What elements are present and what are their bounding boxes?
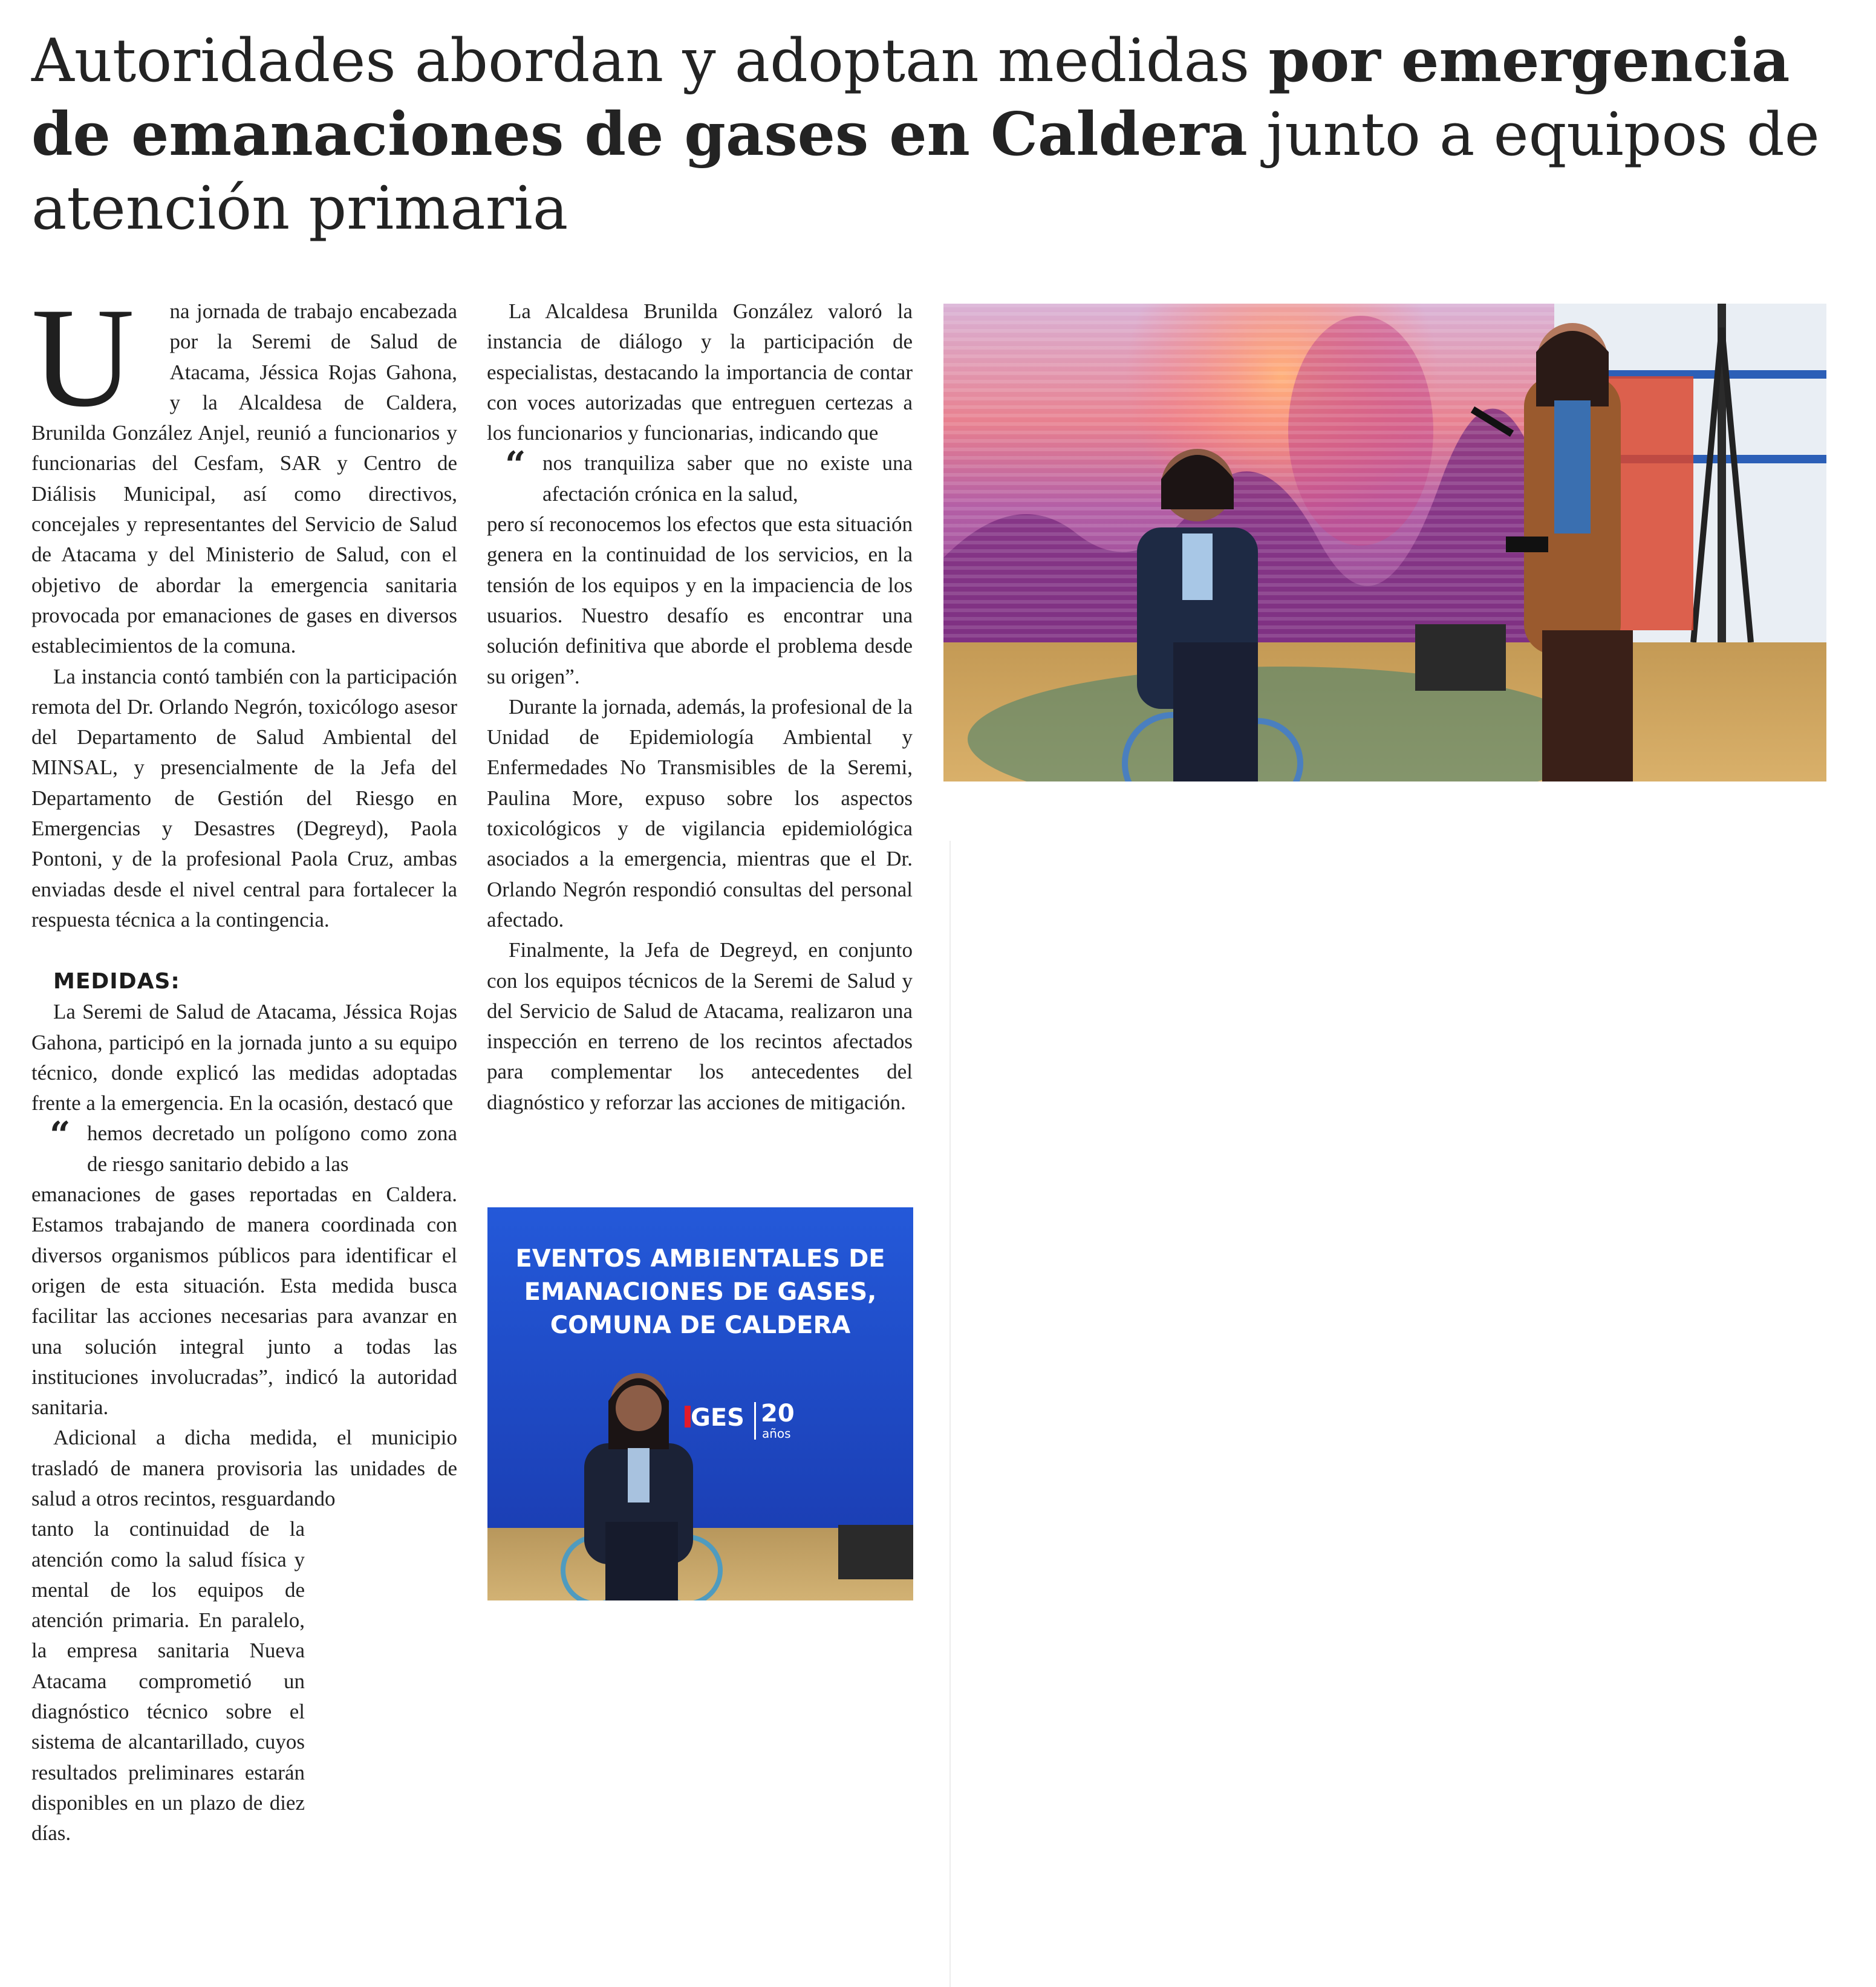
quote-seremi: [31, 1114, 457, 1423]
quote-mark-icon: “: [50, 1114, 71, 1157]
photo-stage-illustration: [943, 304, 1826, 781]
paragraph-municipio-continued: tanto la continuidad de la atención como la salud física y mental de los equipos de atención primaria. En paralelo, la empresa sanitaria Nueva Atacama comprometió un diagnóstico técnico sobre el sistema de alcantarillado, cuyos resultados preliminares estarán disponibles en un plazo de diez días.: [31, 1517, 305, 1845]
ges-logo-years: 20: [761, 1400, 795, 1427]
quote-seremi-first: hemos decretado un polígono como zona de riesgo sanitario debido a las: [87, 1121, 457, 1176]
ges-logo-text: GES: [691, 1404, 744, 1432]
article-column-1: [31, 279, 457, 1849]
ges-logo-icon: [685, 1406, 691, 1427]
drop-cap: U: [31, 279, 135, 437]
column-divider: [949, 841, 951, 1987]
paragraph-municipio: Adicional a dicha medida, el municipio trasladó de manera provisoria las unidades de salud a otros recintos, resguardando: [31, 1426, 457, 1510]
paragraph-seremi: La Seremi de Salud de Atacama, Jéssica Rojas Gahona, participó en la jornada junto a su equipo técnico, donde explicó las medidas adoptadas frente a la emergencia. En la ocasión, destacó que: [31, 1000, 457, 1115]
subhead-medidas: MEDIDAS:: [53, 969, 180, 994]
paragraph-intro: na jornada de trabajo encabezada por la Seremi de Salud de Atacama, Jéssica Rojas Gahona, y la Alcaldesa de Caldera, Brunilda González Anjel, reunió a funcionarios y funcionarias del Cesfam, SAR y Centro de Diálisis Municipal, así como directivos, concejales y representantes del Servicio de Salud de Atacama y del Ministerio de Salud, con el objetivo de abordar la emergencia sanitaria provocada por emanaciones de gases en diversos establecimientos de la comuna.: [31, 299, 457, 658]
headline-bold: por emergencia de emanaciones de gases en Caldera: [31, 26, 1790, 169]
headline: [31, 24, 1840, 246]
quote-alcaldesa-first: nos tranquiliza saber que no existe una afectación crónica en la salud,: [542, 451, 913, 506]
paragraph-epidemiologia: Durante la jornada, además, la profesional de la Unidad de Epidemiología Ambiental y Enfermedades No Transmisibles de la Seremi, Paulina More, expuso sobre los aspectos toxicológicos y de vigilancia epidemiológica asociados a la emergencia, mientras que el Dr. Orlando Negrón respondió consultas del personal afectado.: [487, 694, 913, 932]
quote-seremi-rest: emanaciones de gases reportadas en Caldera. Estamos trabajando de manera coordinada con diversos organismos públicos para identificar el origen de esta situación. Esta medida busca facilitar las acciones necesarias para avanzar en una solución integral junto a todas las instituciones involucradas”, indicó la autoridad sanitaria.: [31, 1183, 457, 1420]
paragraph-alcaldesa: La Alcaldesa Brunilda González valoró la instancia de diálogo y la participación de especialistas, destacando la importancia de contar con voces autorizadas que entreguen certezas a los funcionarios y funcionarias, indicando que: [487, 299, 913, 445]
ges-logo-separator: [754, 1402, 756, 1440]
quote-alcaldesa-rest: pero sí reconocemos los efectos que esta situación genera en la continuidad de los servicios, en la tensión de los equipos y en la impaciencia de los usuarios. Nuestro desafío es encontrar una solución definitiva que aborde el problema desde su origen”.: [487, 512, 913, 688]
quote-alcaldesa: [487, 444, 913, 691]
paragraph-participation: La instancia contó también con la participación remota del Dr. Orlando Negrón, toxicólogo asesor del Departamento de Salud Ambiental del MINSAL, y presencialmente de la Jefa del Departamento de Gestión del Riesgo en Emergencias y Desastres (Degreyd), Paola Pontoni, y de la profesional Paola Cruz, ambas enviadas desde el nivel central para fortalecer la respuesta técnica a la contingencia.: [31, 664, 457, 932]
headline-part1: Autoridades abordan y adoptan medidas: [31, 27, 1269, 96]
quote-mark-icon: “: [505, 444, 526, 487]
headline-part3: junto a equipos de atención primaria: [31, 100, 1820, 243]
article-column-2: [487, 296, 913, 1118]
screen-title: EVENTOS AMBIENTALES DE EMANACIONES DE GASES, COMUNA DE CALDERA: [515, 1245, 885, 1339]
photo-presentation-screen: [487, 1207, 913, 1600]
paragraph-degreyd: Finalmente, la Jefa de Degreyd, en conjunto con los equipos técnicos de la Seremi de Salud y del Servicio de Salud de Atacama, realizaron una inspección en terreno de los recintos afectados para complementar los antecedentes del diagnóstico y reforzar las acciones de mitigación.: [487, 938, 913, 1114]
ges-logo-years-label: años: [762, 1426, 791, 1441]
photo-stage-speakers: [943, 304, 1826, 781]
